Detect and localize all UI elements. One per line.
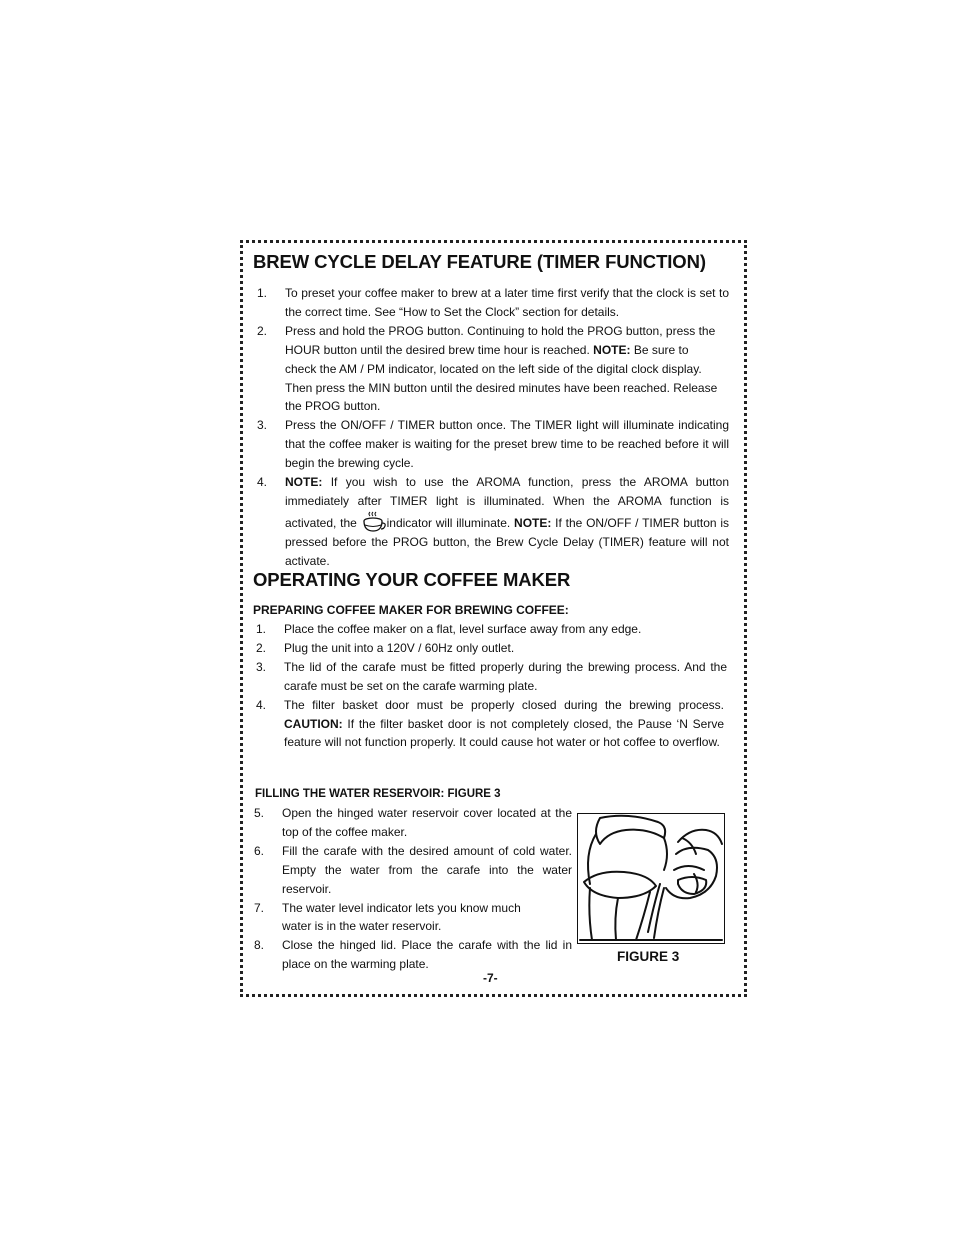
list-item: 2. Press and hold the PROG button. Continuing to hold the PROG button, press the HOUR button until the desired brew time hour is reached. NOTE: Be sure to check the AM / PM indicator, located on the left side of the digital clock display. Then press the MIN button until the desired minutes have been reached. Release the PROG button. (257, 323, 718, 414)
list-item: 8. Close the hinged lid. Place the carafe with the lid in place on the warming plate. (254, 938, 572, 972)
list-item: 4. The filter basket door must be properly closed during the brewing process. CAUTION: If the filter basket door is not completely closed, the Pause ‘N Serve feature will not function properly. It could cause hot water or hot coffee to overflow. (256, 697, 724, 750)
figure-3-illustration (577, 813, 725, 944)
list-item: 6. Fill the carafe with the desired amount of cold water. Empty the water from the carafe into the water reservoir. (254, 843, 572, 896)
list-item: 4. NOTE: If you wish to use the AROMA function, press the AROMA button immediately after TIMER light is illuminated. When the AROMA function is activated, the indicator will illuminate. NOTE: If the ON/OFF / TIMER button is pressed before the PROG button, the Brew Cycle Delay (TIMER) feature will not activate. (257, 475, 730, 568)
note-label: NOTE: (285, 475, 323, 490)
section-title-brew-delay: BREW CYCLE DELAY FEATURE (TIMER FUNCTION) (253, 251, 706, 272)
section-title-operating: OPERATING YOUR COFFEE MAKER (253, 569, 571, 590)
list-item: 1. Place the coffee maker on a flat, level surface away from any edge. (256, 622, 642, 636)
note-label: NOTE: (593, 342, 631, 357)
page-number: -7- (483, 971, 498, 985)
list-item: 2. Plug the unit into a 120V / 60Hz only outlet. (256, 640, 515, 655)
list-item: 1. To preset your coffee maker to brew at a later time first verify that the clock is set to the correct time. See “How to Set the Clock” section for details. (257, 286, 729, 319)
note-label: NOTE: (514, 515, 552, 530)
list-item: 3. Press the ON/OFF / TIMER button once. The TIMER light will illuminate indicating that the coffee maker is waiting for the preset brew time to be reached before it will begin the brewing cycle. (257, 418, 729, 471)
list-item: 3. The lid of the carafe must be fitted properly during the brewing process. And the carafe must be set on the carafe warming plate. (256, 659, 727, 693)
aroma-cup-icon (361, 511, 387, 533)
caution-label: CAUTION: (284, 716, 343, 731)
brew-delay-steps (257, 284, 730, 571)
list-item: 7. The water level indicator lets you know much water is in the water reservoir. (254, 900, 521, 934)
preparing-steps (256, 620, 727, 752)
subheading-preparing: PREPARING COFFEE MAKER FOR BREWING COFFEE: (253, 603, 569, 617)
subheading-filling: FILLING THE WATER RESERVOIR: FIGURE 3 (255, 788, 501, 800)
list-item: 5. Open the hinged water reservoir cover located at the top of the coffee maker. (254, 806, 572, 839)
figure-caption: FIGURE 3 (617, 949, 680, 964)
filling-steps (254, 804, 572, 974)
